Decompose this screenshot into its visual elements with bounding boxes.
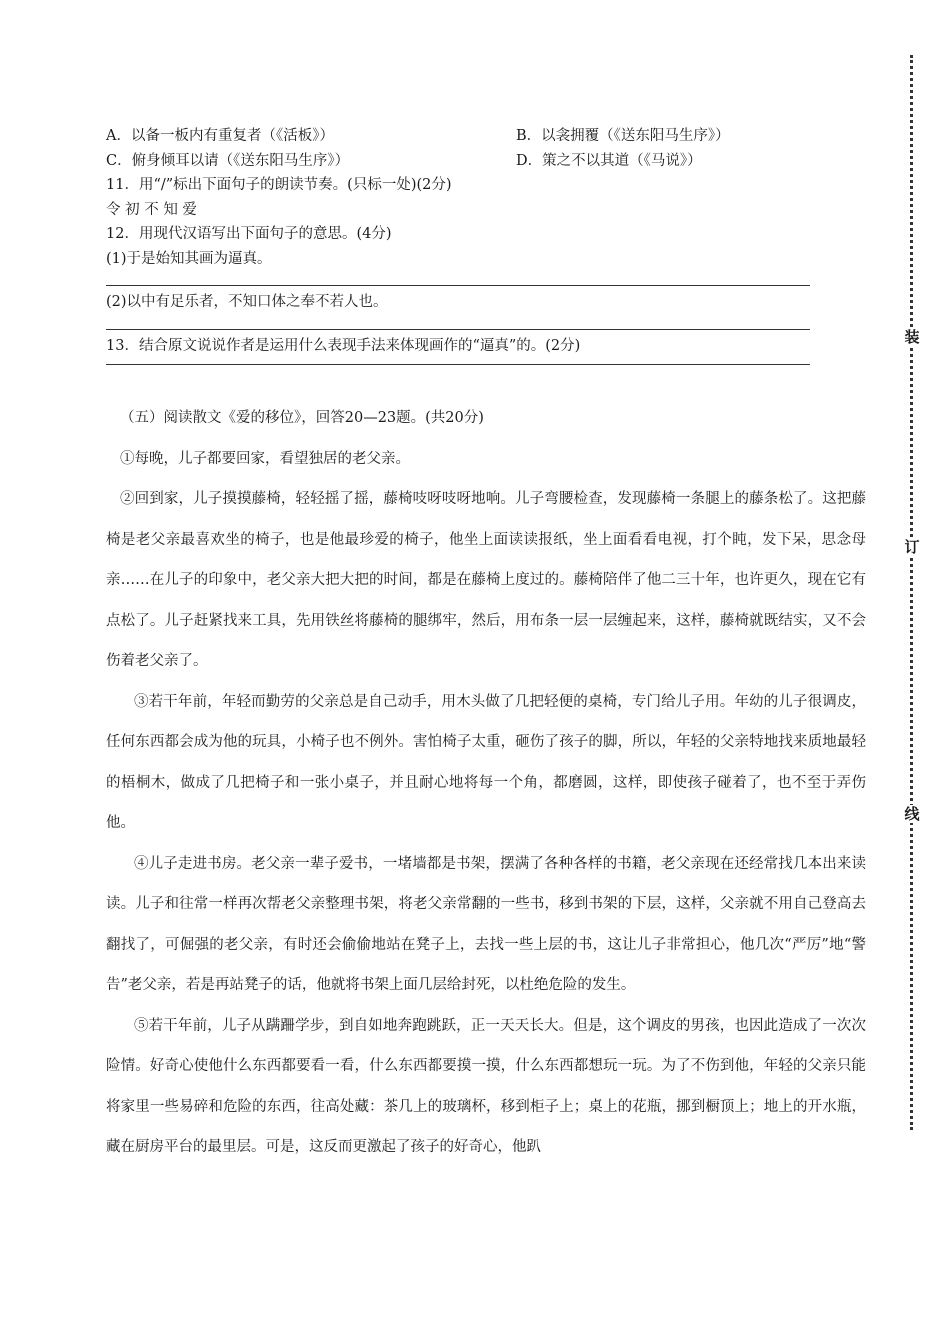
paragraph-1: ①每晚，儿子都要回家，看望独居的老父亲。 bbox=[120, 450, 410, 467]
option-a: A．以备一板内有重复者（《活板》） bbox=[106, 128, 334, 144]
paragraph-5: ⑤若干年前，儿子从蹒跚学步，到自如地奔跑跳跃，正一天天长大。但是，这个调皮的男孩，也因此造成了一次次险情。好奇心使他什么东西都要看一看，什么东西都要摸一摸，什么东西都想玩一玩。为了不伤到他，年轻的父亲只能将家里一些易碎和危险的东西，往高处藏：茶几上的玻璃杯，移到柜子上；桌上的花瓶，挪到橱顶上；地上的开水瓶，藏在厨房平台的最里层。可是，这反而更激起了孩子的好奇心，他趴 bbox=[106, 1017, 866, 1155]
binding-char-zhuang: 装 bbox=[904, 328, 920, 346]
answer-line-1[interactable] bbox=[106, 271, 810, 286]
reading-heading: （五）阅读散文《爱的移位》，回答20—23题。(共20分) bbox=[120, 410, 484, 426]
option-c: C．俯身倾耳以请（《送东阳马生序》） bbox=[106, 152, 350, 169]
option-d: D．策之不以其道（《马说》） bbox=[516, 152, 702, 169]
q12-prompt: 12．用现代汉语写出下面句子的意思。(4分) bbox=[106, 226, 392, 242]
binding-char-ding: 订 bbox=[904, 538, 920, 556]
q11-sentence: 令 初 不 知 爱 bbox=[106, 201, 197, 218]
question-block bbox=[106, 124, 826, 365]
q12-item-1: (1)于是始知其画为逼真。 bbox=[106, 250, 272, 267]
binding-dotted-line bbox=[910, 55, 921, 1130]
q13-prompt: 13．结合原文说说作者是运用什么表现手法来体现画作的“逼真”的。(2分) bbox=[106, 337, 581, 354]
reading-passage bbox=[106, 398, 866, 1168]
answer-line-2[interactable] bbox=[106, 315, 810, 330]
paragraph-3: ③若干年前，年轻而勤劳的父亲总是自己动手，用木头做了几把轻便的桌椅，专门给儿子用。年幼的儿子很调皮，任何东西都会成为他的玩具，小椅子也不例外。害怕椅子太重，砸伤了孩子的脚，所以，年轻的父亲特地找来质地最轻的梧桐木，做成了几把椅子和一张小桌子，并且耐心地将每一个角，都磨圆，这样，即使孩子碰着了，也不至于弄伤他。 bbox=[106, 693, 866, 831]
paragraph-4: ④儿子走进书房。老父亲一辈子爱书，一堵墙都是书架，摆满了各种各样的书籍，老父亲现在还经常找几本出来读读。儿子和往常一样再次帮老父亲整理书架，将老父亲常翻的一些书，移到书架的下层，这样，父亲就不用自己登高去翻找了，可倔强的老父亲，有时还会偷偷地站在凳子上，去找一些上层的书，这让儿子非常担心，他几次“严厉”地“警告”老父亲，若是再站凳子的话，他就将书架上面几层给封死，以杜绝危险的发生。 bbox=[106, 855, 866, 993]
q11-prompt: 11．用“/”标出下面句子的朗读节奏。(只标一处)(2分) bbox=[106, 177, 452, 193]
options-row-2 bbox=[106, 149, 826, 174]
q12-item-2: (2)以中有足乐者，不知口体之奉不若人也。 bbox=[106, 294, 388, 310]
binding-char-xian: 线 bbox=[904, 805, 920, 823]
option-b: B．以衾拥覆（《送东阳马生序》） bbox=[516, 128, 730, 144]
options-row-1 bbox=[106, 124, 826, 149]
paragraph-2: ②回到家，儿子摸摸藤椅，轻轻摇了摇，藤椅吱呀吱呀地响。儿子弯腰检查，发现藤椅一条腿上的藤条松了。这把藤椅是老父亲最喜欢坐的椅子，也是他最珍爱的椅子，他坐上面读读报纸，坐上面看看电视，打个盹，发下呆，思念母亲……在儿子的印象中，老父亲大把大把的时间，都是在藤椅上度过的。藤椅陪伴了他二三十年，也许更久，现在它有点松了。儿子赶紧找来工具，先用铁丝将藤椅的腿绑牢，然后，用布条一层一层缠起来，这样，藤椅就既结实，又不会伤着老父亲了。 bbox=[106, 491, 866, 669]
answer-line-3[interactable] bbox=[106, 358, 810, 365]
